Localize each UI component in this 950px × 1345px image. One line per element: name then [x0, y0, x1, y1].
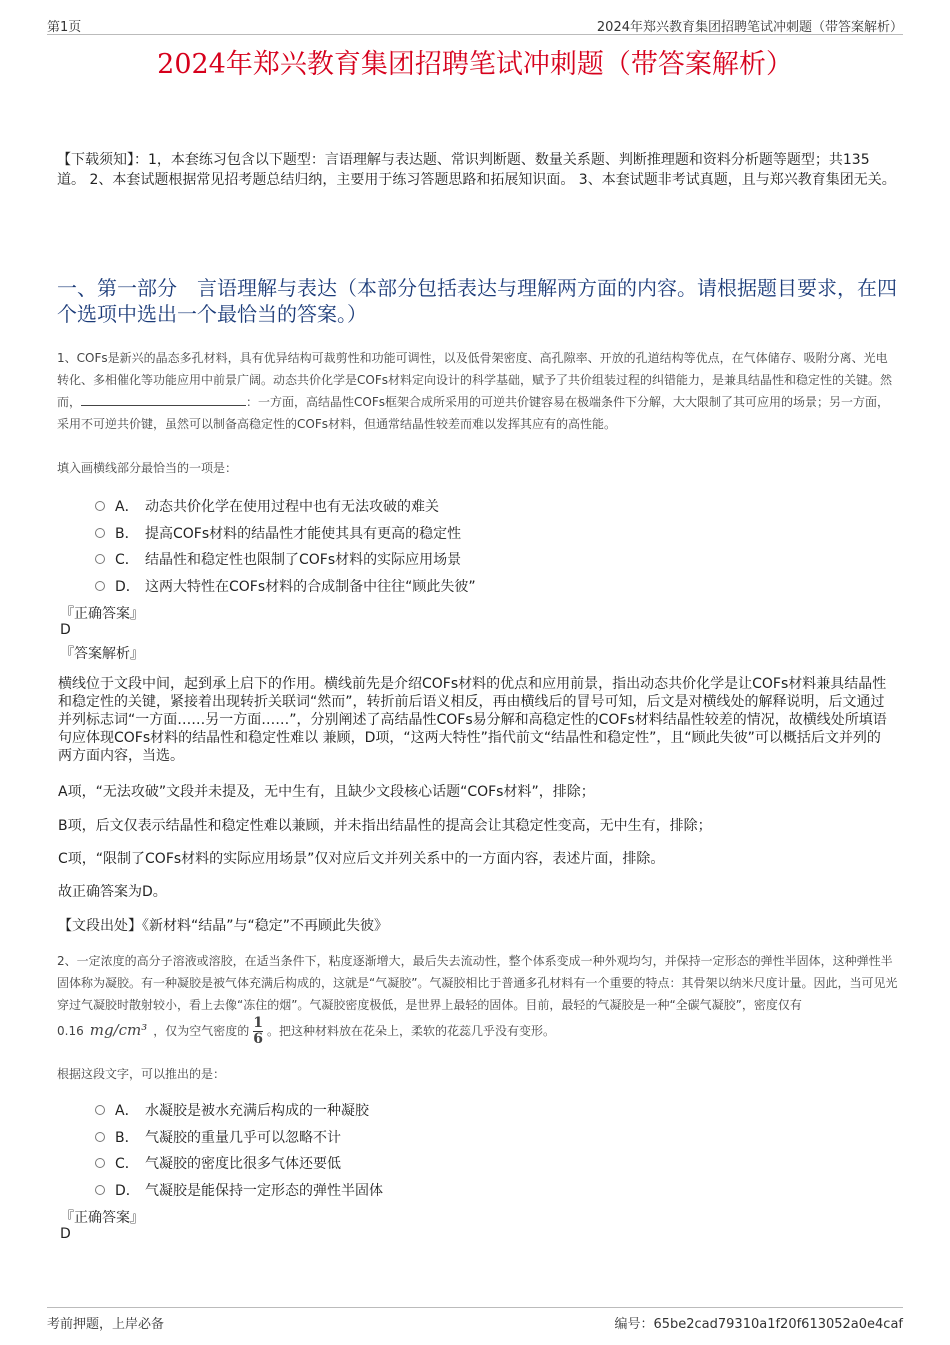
option-a[interactable]: A． 动态共价化学在使用过程中也有无法攻破的难关 — [95, 493, 476, 520]
fraction-one-sixth: $\frac{1}{6}$ — [253, 1015, 264, 1047]
question-1-prompt: 填入画横线部分最恰当的一项是： — [57, 461, 238, 475]
section-heading: 一、第一部分 言语理解与表达（本部分包括表达与理解两方面的内容。请根据题目要求，在四个选项中选出一个最恰当的答案。） — [57, 276, 897, 326]
radio-icon[interactable] — [95, 581, 105, 591]
option-d[interactable]: D． 这两大特性在COFs材料的合成制备中往往“顾此失彼” — [95, 573, 476, 600]
download-notice: 【下载须知】：1，本套练习包含以下题型：言语理解与表达题、常识判断题、数量关系题、判断推理题和资料分析题等题型；共135道。 2、本套试题根据常见招考题总结归纳，主要用于练习答题思路和拓展知识面。 3、本套试题非考试真题，且与郑兴教育集团无关。 — [57, 152, 896, 188]
page-number: 第1页 — [47, 20, 82, 35]
radio-icon[interactable] — [95, 1105, 105, 1115]
analysis-option-a: A项，“无法攻破”文段并未提及，无中生有，且缺少文段核心话题“COFs材料”，排除； — [58, 784, 595, 800]
answer-label: 『正确答案』 — [60, 606, 144, 622]
question-2-prompt: 根据这段文字，可以推出的是： — [57, 1067, 226, 1081]
answer-value: D — [60, 1226, 71, 1242]
radio-icon[interactable] — [95, 528, 105, 538]
document-title: 2024年郑兴教育集团招聘笔试冲刺题（带答案解析） — [157, 49, 793, 80]
question-1-options — [95, 493, 476, 599]
analysis-paragraph: 横线位于文段中间，起到承上启下的作用。横线前先是介绍COFs材料的优点和应用前景，指出动态共价化学是让COFs材料兼具结晶性和稳定性的关键，紧接着出现转折关联词“然而”，转折前后语义相反，再由横线后的冒号可知，后文是对横线处的解释说明，后文通过并列标志词“一方面……另一方面……”，分别阐述了高结晶性COFs易分解和高稳定性的COFs材料结晶性较差的情况，故横线处所填语句应体现COFs材料的结晶性和稳定性难以 兼顾，D项，“这两大特性”指代前文“结晶性和稳定性”，且“顾此失彼”可以概括后文并列的两方面内容，当选。 — [58, 676, 887, 764]
question-2-options — [95, 1097, 383, 1203]
option-c[interactable]: C． 气凝胶的密度比很多气体还要低 — [95, 1150, 383, 1177]
answer-value: D — [60, 622, 71, 638]
option-b[interactable]: B． 提高COFs材料的结晶性才能使其具有更高的稳定性 — [95, 520, 476, 547]
option-b[interactable]: B． 气凝胶的重量几乎可以忽略不计 — [95, 1124, 383, 1151]
footer-doc-id: 编号：65be2cad79310a1f20f613052a0e4caf — [614, 1317, 903, 1332]
page-footer — [47, 1307, 903, 1330]
analysis-option-b: B项，后文仅表示结晶性和稳定性难以兼顾，并未指出结晶性的提高会让其稳定性变高，无中生有，排除； — [58, 818, 712, 834]
radio-icon[interactable] — [95, 1158, 105, 1168]
option-d[interactable]: D． 气凝胶是能保持一定形态的弹性半固体 — [95, 1177, 383, 1204]
fill-blank-line — [81, 393, 246, 406]
question-2-text: 2、一定浓度的高分子溶液或溶胶，在适当条件下，粘度逐渐增大，最后失去流动性，整个体系变成一种外观均匀，并保持一定形态的弹性半固体，这种弹性半固体称为凝胶。有一种凝胶是被气体充满后构成的，这就是“气凝胶”。气凝胶相比于普通多孔材料有一个重要的特点：其骨架以纳米尺度计量。因此，当可见光穿过气凝胶时散射较小，看上去像“冻住的烟”。气凝胶密度极低，是世界上最轻的固体。目前，最轻的气凝胶是一种“全碳气凝胶”，密度仅有0.16 mg/cm³ ，仅为空气密度的 $\frac{1}{6}$ 。把这种材料放在花朵上，柔软的花蕊几乎没有变形。 — [57, 954, 898, 1047]
page-header — [47, 14, 903, 35]
text-source: 【文段出处】《新材料“结晶”与“稳定”不再顾此失彼》 — [58, 918, 389, 934]
analysis-label: 『答案解析』 — [60, 646, 144, 662]
footer-slogan: 考前押题，上岸必备 — [47, 1317, 165, 1332]
answer-label: 『正确答案』 — [60, 1210, 144, 1226]
question-1-text: 1、COFs是新兴的晶态多孔材料，具有优异结构可裁剪性和功能可调性，以及低骨架密度、高孔隙率、开放的孔道结构等优点，在气体储存、吸附分离、光电转化、多相催化等功能应用中前景广阔。动态共价化学是COFs材料定向设计的科学基础，赋予了共价组装过程的纠错能力，是兼具结晶性和稳定性的关键。然而， ：一方面，高结晶性COFs框架合成所采用的可逆共价键容易在极端条件下分解，大大限制了其可应用的场景；另一方面，采用不可逆共价键，虽然可以制备高稳定性的COFs材料，但通常结晶性较差而难以发挥其应有的高性能。 — [57, 351, 892, 431]
option-a[interactable]: A． 水凝胶是被水充满后构成的一种凝胶 — [95, 1097, 383, 1124]
option-c[interactable]: C． 结晶性和稳定性也限制了COFs材料的实际应用场景 — [95, 546, 476, 573]
radio-icon[interactable] — [95, 1185, 105, 1195]
analysis-conclusion: 故正确答案为D。 — [58, 884, 167, 900]
header-doc-title: 2024年郑兴教育集团招聘笔试冲刺题（带答案解析） — [596, 20, 903, 35]
radio-icon[interactable] — [95, 1132, 105, 1142]
radio-icon[interactable] — [95, 501, 105, 511]
radio-icon[interactable] — [95, 554, 105, 564]
density-unit: mg/cm³ — [89, 1021, 148, 1039]
analysis-option-c: C项，“限制了COFs材料的实际应用场景”仅对应后文并列关系中的一方面内容，表述片面，排除。 — [58, 851, 665, 867]
